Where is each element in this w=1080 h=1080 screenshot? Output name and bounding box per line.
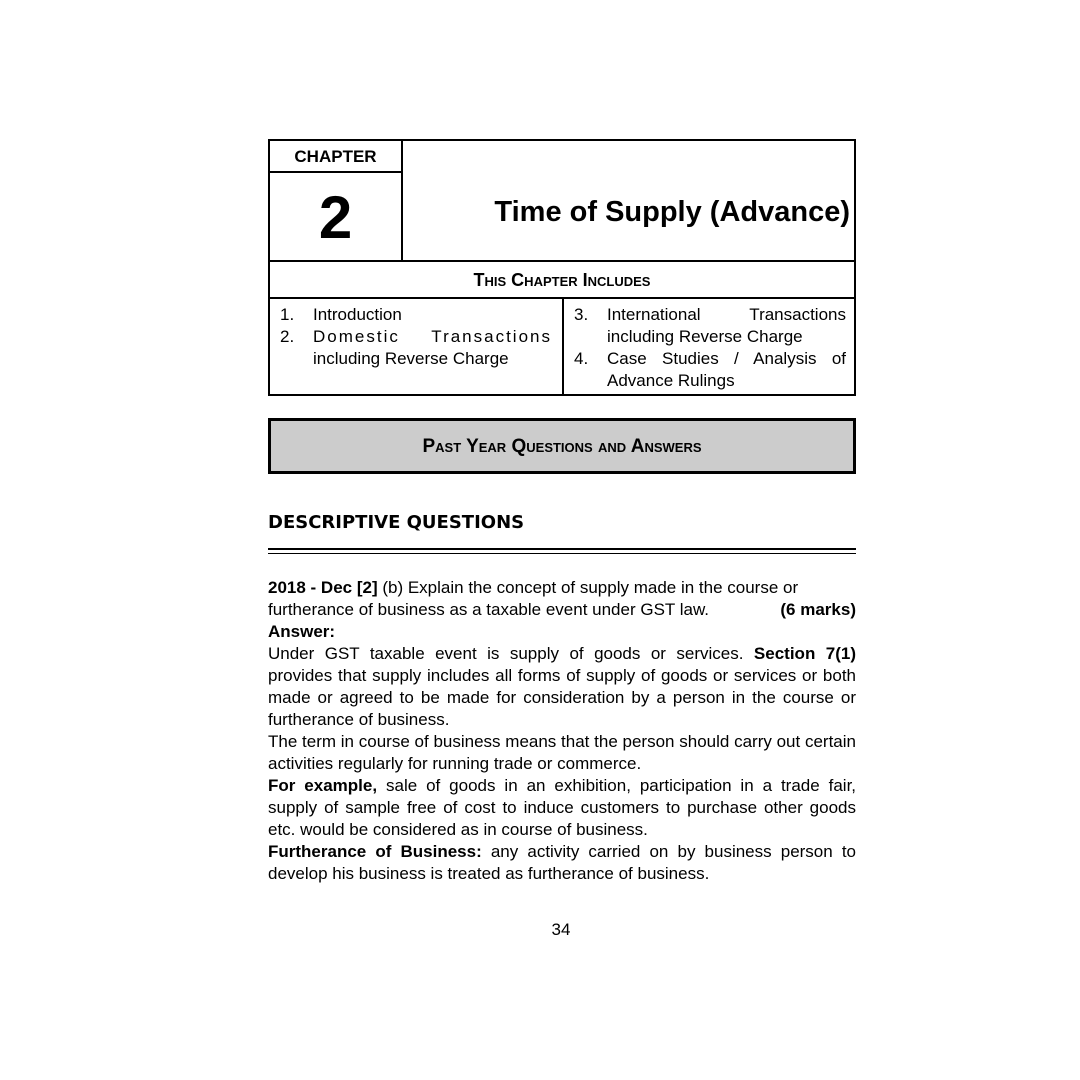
emphasis: Furtherance of Business: <box>268 842 482 861</box>
includes-heading: This Chapter Includes <box>270 260 854 299</box>
past-year-questions-banner: Past Year Questions and Answers <box>268 418 856 474</box>
item-text: Introduction <box>313 305 402 324</box>
section-ref: Section 7(1) <box>753 644 857 663</box>
answer-label-text: Answer: <box>268 622 336 641</box>
item-text-line2: Advance Rulings <box>607 371 735 390</box>
item-number: 1. <box>280 305 295 324</box>
answer-label <box>268 621 856 643</box>
section-heading: DESCRIPTIVE QUESTIONS <box>268 512 525 533</box>
item-text-line1: International Transactions <box>607 305 846 324</box>
item-number: 3. <box>574 305 589 324</box>
item-text-line2: including Reverse Charge <box>313 349 509 368</box>
emphasis: For example, <box>268 776 378 795</box>
answer-text: sale of goods in an exhibition, participation in a trade fair, supply of sample free of cost to induce customers to purchase other goods etc. would be considered as in course of business. <box>268 776 857 839</box>
item-text-line1: Domestic Transactions <box>313 327 552 346</box>
includes-column-left <box>270 299 564 394</box>
list-item <box>270 326 562 370</box>
item-number: 2. <box>280 327 295 346</box>
chapter-number-cell <box>270 141 403 260</box>
answer-text: provides that supply includes all forms of supply of goods or services or both made or agreed to be made for consideration by a person in the course or furtherance of business. <box>268 666 856 729</box>
page-number: 34 <box>551 920 571 939</box>
answer-paragraph-4 <box>268 841 856 885</box>
item-number: 4. <box>574 349 589 368</box>
chapter-number: 2 <box>318 184 353 251</box>
question-answer-body <box>268 577 856 885</box>
question <box>268 577 856 621</box>
answer-paragraph-1 <box>268 643 856 731</box>
chapter-header-box <box>268 139 856 396</box>
chapter-title: Time of Supply (Advance) <box>494 196 850 228</box>
question-marks: (6 marks) <box>780 600 856 619</box>
section-divider <box>268 548 856 554</box>
list-item <box>564 348 854 392</box>
question-ref: 2018 - Dec [2] <box>268 578 378 597</box>
answer-paragraph-3 <box>268 775 856 841</box>
question-text-line2: furtherance of business as a taxable event under GST law. <box>268 600 710 619</box>
item-text-line2: including Reverse Charge <box>607 327 803 346</box>
answer-text: any activity carried on by business person to develop his business is treated as furtherance of business. <box>268 842 856 883</box>
list-item <box>270 304 562 326</box>
item-text-line1: Case Studies / Analysis of <box>607 349 846 368</box>
list-item <box>564 304 854 348</box>
answer-text: Under GST taxable event is supply of goods or services. <box>268 644 754 663</box>
question-text-line1: (b) Explain the concept of supply made in the course or <box>377 578 799 597</box>
answer-paragraph-2: The term in course of business means that the person should carry out certain activities regularly for running trade or commerce. <box>268 732 856 773</box>
includes-column-right <box>564 299 854 394</box>
chapter-label: CHAPTER <box>270 141 401 173</box>
